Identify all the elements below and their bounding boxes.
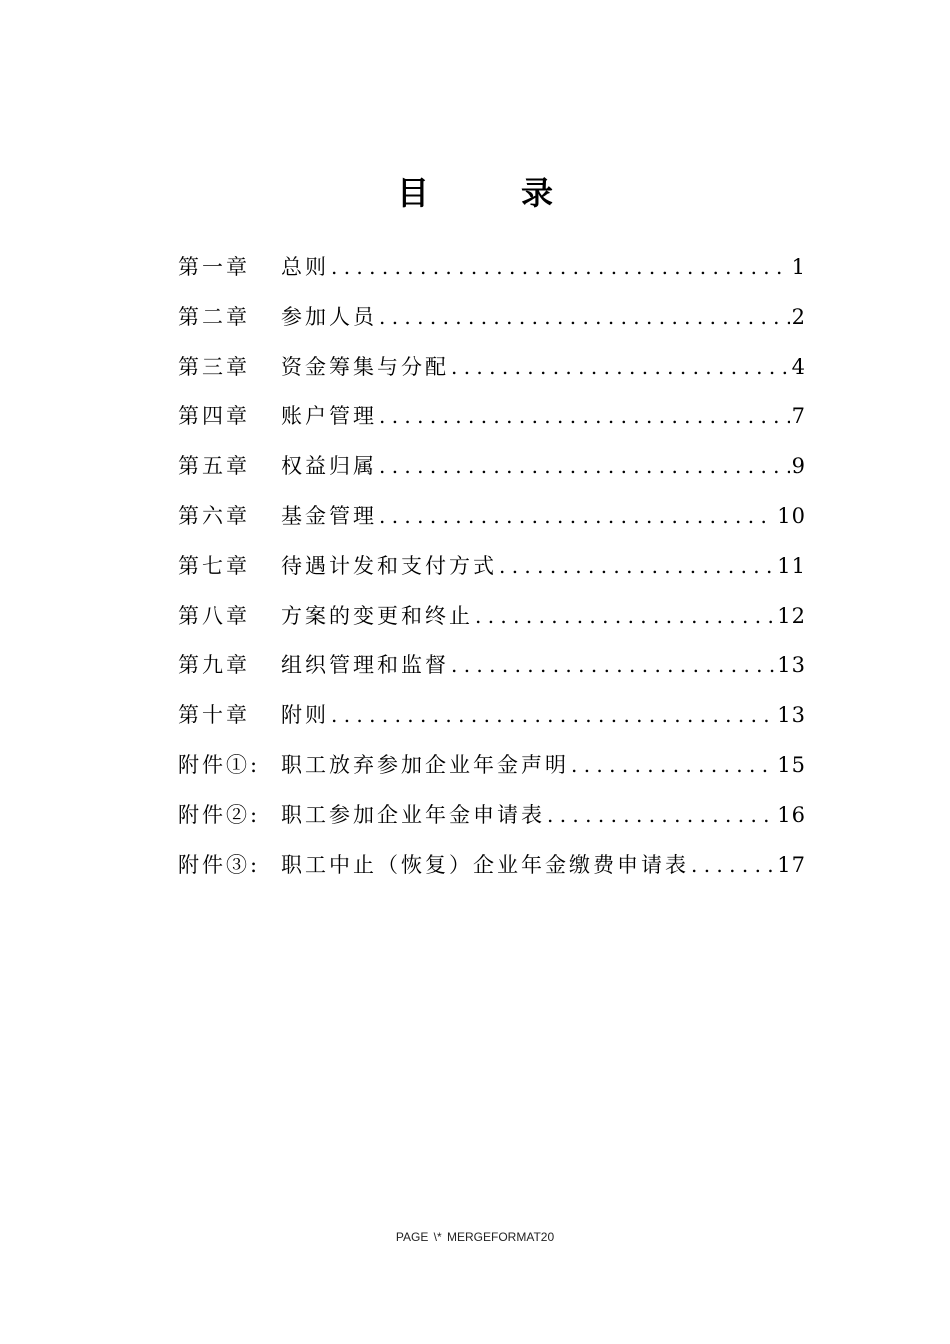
dot-leader (379, 394, 790, 438)
toc-list (178, 245, 806, 892)
toc-entry-title: 参加人员 (281, 304, 377, 329)
toc-entry-title: 职工中止（恢复）企业年金缴费申请表 (281, 852, 689, 877)
toc-entry-page: 2 (791, 304, 806, 329)
toc-entry-page: 16 (777, 802, 806, 827)
toc-entry-page: 15 (777, 752, 806, 777)
dot-leader (379, 494, 775, 538)
toc-entry-title: 职工放弃参加企业年金声明 (281, 752, 569, 777)
toc-entry[interactable] (178, 245, 806, 295)
toc-entry[interactable] (178, 444, 806, 494)
toc-entry-page: 10 (777, 503, 806, 528)
toc-entry-title: 总则 (281, 255, 329, 279)
toc-entry-page: 13 (777, 703, 806, 728)
toc-entry-page: 1 (791, 255, 806, 279)
toc-entry-page: 13 (777, 653, 806, 678)
toc-entry-label: 附件③: (178, 852, 261, 877)
toc-entry[interactable] (178, 544, 806, 594)
toc-entry-page: 9 (791, 454, 806, 479)
page-footer-field-code: PAGE \* MERGEFORMAT20 (395, 1230, 555, 1244)
dot-leader (475, 594, 775, 638)
toc-entry-page: 7 (791, 404, 806, 429)
dot-leader (451, 345, 790, 389)
toc-entry-label: 第七章 (178, 553, 250, 578)
toc-entry-label: 第三章 (178, 354, 250, 379)
toc-entry-label: 附件①: (178, 752, 261, 777)
toc-entry[interactable] (178, 594, 806, 644)
toc-entry-label: 第四章 (178, 404, 250, 429)
toc-entry-title: 权益归属 (281, 454, 377, 479)
toc-entry-title: 资金筹集与分配 (281, 354, 449, 379)
toc-entry-label: 附件②: (178, 802, 261, 827)
dot-leader (571, 743, 775, 787)
toc-entry-title: 账户管理 (281, 404, 377, 429)
toc-entry-title: 方案的变更和终止 (281, 603, 473, 628)
toc-entry[interactable] (178, 643, 806, 693)
dot-leader (331, 245, 790, 289)
toc-entry-label: 第一章 (178, 255, 250, 279)
dot-leader (379, 444, 790, 488)
dot-leader (691, 843, 775, 887)
toc-title: 目 录 (396, 174, 583, 212)
toc-entry[interactable] (178, 843, 806, 893)
toc-entry-label: 第二章 (178, 304, 250, 329)
toc-entry-title: 基金管理 (281, 503, 377, 528)
toc-entry-label: 第六章 (178, 503, 250, 528)
dot-leader (331, 693, 775, 737)
toc-entry-page: 17 (777, 852, 806, 877)
toc-entry[interactable] (178, 743, 806, 793)
toc-entry[interactable] (178, 345, 806, 395)
toc-entry[interactable] (178, 295, 806, 345)
toc-entry-page: 12 (777, 603, 806, 628)
toc-entry-label: 第九章 (178, 653, 250, 678)
toc-entry-label: 第五章 (178, 454, 250, 479)
toc-entry-title: 待遇计发和支付方式 (281, 553, 497, 578)
toc-entry-label: 第八章 (178, 603, 250, 628)
toc-entry[interactable] (178, 394, 806, 444)
toc-entry-page: 4 (791, 354, 806, 379)
dot-leader (499, 544, 775, 588)
toc-entry[interactable] (178, 693, 806, 743)
toc-entry[interactable] (178, 793, 806, 843)
dot-leader (547, 793, 775, 837)
toc-entry-title: 职工参加企业年金申请表 (281, 802, 545, 827)
toc-entry-label: 第十章 (178, 703, 250, 728)
dot-leader (379, 295, 790, 339)
toc-entry-title: 组织管理和监督 (281, 653, 449, 678)
toc-entry-title: 附则 (281, 703, 329, 728)
dot-leader (451, 643, 775, 687)
toc-entry-page: 11 (777, 553, 806, 578)
toc-entry[interactable] (178, 494, 806, 544)
